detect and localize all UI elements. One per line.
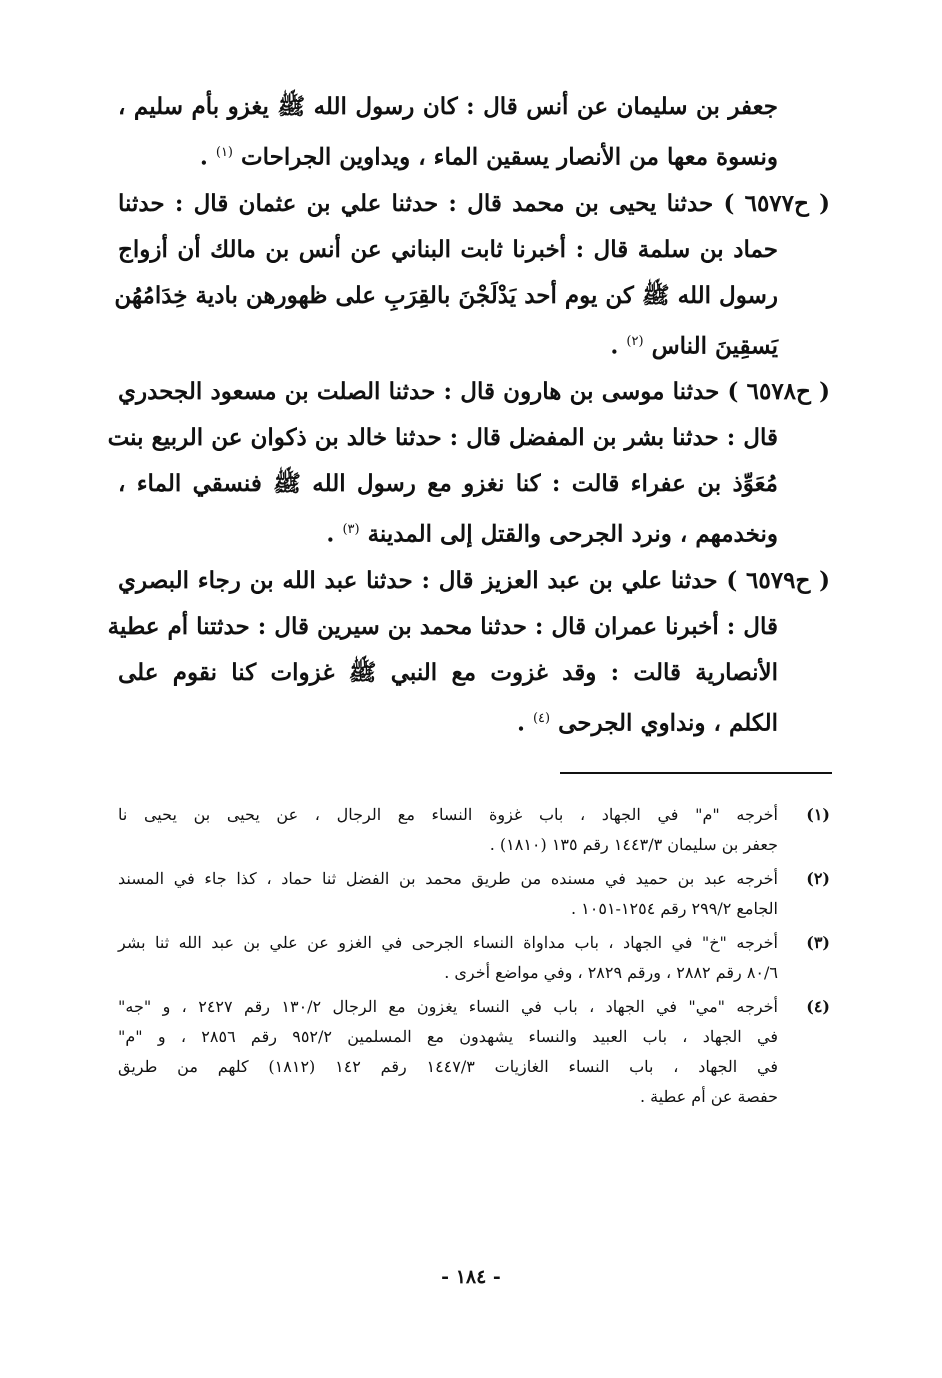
footnote [118,864,830,924]
hadith-line: ( ح٦٥٧٨ ) حدثنا موسى بن هارون قال : حدثنا الصلت بن مسعود الجحدري [118,378,830,406]
footnote-line: أخرجه "مي" في الجهاد ، باب في النساء يغزون مع الرجال ١٣٠/٢ رقم ٢٤٢٧ ، و "جه" [118,997,779,1016]
hadith-line: ( ح٦٥٧٧ ) حدثنا يحيى بن محمد قال : حدثنا علي بن عثمان قال : حدثنا [118,189,830,217]
footnote-body [118,800,778,860]
text-line: قال : أخبرنا عمران قال : حدثنا محمد بن سيرين قال : حدثتنا أم عطية [107,612,778,640]
text-line: مُعَوِّذ بن عفراء قالت : كنا نغزو مع رسول الله ﷺ فنسقي الماء ، [118,470,778,498]
footnote-number: (٤) [806,997,830,1016]
footnote-line: في الجهاد ، باب النساء الغازيات ١٤٤٧/٣ رقم ١٤٢ (١٨١٢) كلهم من طريق [118,1057,779,1076]
footnote-number: (١) [806,805,830,824]
footnote-ref: (٢) [626,333,644,349]
text-line: الأنصارية قالت : وقد غزوت مع النبي ﷺ غزوات كنا نقوم على [118,658,778,686]
footnote-ref: (١) [215,145,233,160]
line-end: . [610,332,619,360]
footnote-line: حفصة عن أم عطية . [639,1087,778,1106]
footnote-number: (٣) [806,933,830,952]
text-fragment: ونسوة معها من الأنصار يسقين الماء ، ويداوين الجراحات [241,143,778,171]
footnote [118,800,830,860]
footnote-line: أخرجه "خ" في الجهاد ، باب مداواة النساء الجرحى في الغزو عن علي بن عبد الله ثنا بشر [118,933,778,952]
text-line [118,130,830,181]
line-end: . [326,520,335,548]
footnote-line: الجامع ٢٩٩/٢ رقم ١٢٥٤-١٠٥١ . [571,899,778,918]
text-fragment: يَسقِينَ الناس [651,332,778,360]
footnote-body [118,864,778,924]
hadith-line: ( ح٦٥٧٩ ) حدثنا علي بن عبد العزيز قال : حدثنا عبد الله بن رجاء البصري [118,566,830,594]
footnotes [118,800,830,1116]
text-line [118,696,830,747]
text-line: قال : حدثنا بشر بن المفضل قال : حدثنا خالد بن ذكوان عن الربيع بنت [107,424,778,452]
line-end: . [516,709,525,737]
footnote-ref: (٤) [532,710,551,726]
footnote-line: أخرجه "م" في الجهاد ، باب غزوة النساء مع الرجال ، عن يحيى بن يحيى نا [118,805,778,824]
footnote [118,928,830,988]
footnote-body [118,992,778,1112]
text-line: رسول الله ﷺ كن يوم أحد يَدْلَجْنَ بالقِرَبِ على ظهورهن بادية خِدَامُهُن [114,281,778,309]
text-fragment: الكلم ، ونداوي الجرحى [558,709,778,737]
line-end: . [199,143,208,171]
text-line: جعفر بن سليمان عن أنس قال : كان رسول الله ﷺ يغزو بأم سليم ، [118,93,778,120]
page-number: - ١٨٤ - [441,1266,501,1288]
main-text-block [107,84,830,747]
text-fragment: ونخدمهم ، ونرد الجرحى والقتل إلى المدينة [367,520,778,548]
footnote-body [118,928,778,988]
footnote-line: جعفر بن سليمان ١٤٤٣/٣ رقم ١٣٥ (١٨١٠) . [489,835,778,854]
footnote-line: في الجهاد ، باب العبيد والنساء يشهدون مع المسلمين ٩٥٢/٢ رقم ٢٨٥٦ ، و "م" [118,1027,778,1046]
text-line: حماد بن سلمة قال : أخبرنا ثابت البناني عن أنس بن مالك أن أزواج [118,235,778,263]
text-line [118,319,830,370]
footnote-separator [560,772,832,774]
text-line [118,507,830,558]
footnote-line: أخرجه عبد بن حميد في مسنده من طريق محمد بن الفضل ثنا حماد ، كذا جاء في المسند [118,869,778,888]
footnote [118,992,830,1112]
footnote-number: (٢) [806,869,830,888]
footnote-line: ٨٠/٦ رقم ٢٨٨٢ ، ورقم ٢٨٢٩ ، وفي مواضع أخرى . [444,963,778,982]
footnote-ref: (٣) [342,522,360,538]
